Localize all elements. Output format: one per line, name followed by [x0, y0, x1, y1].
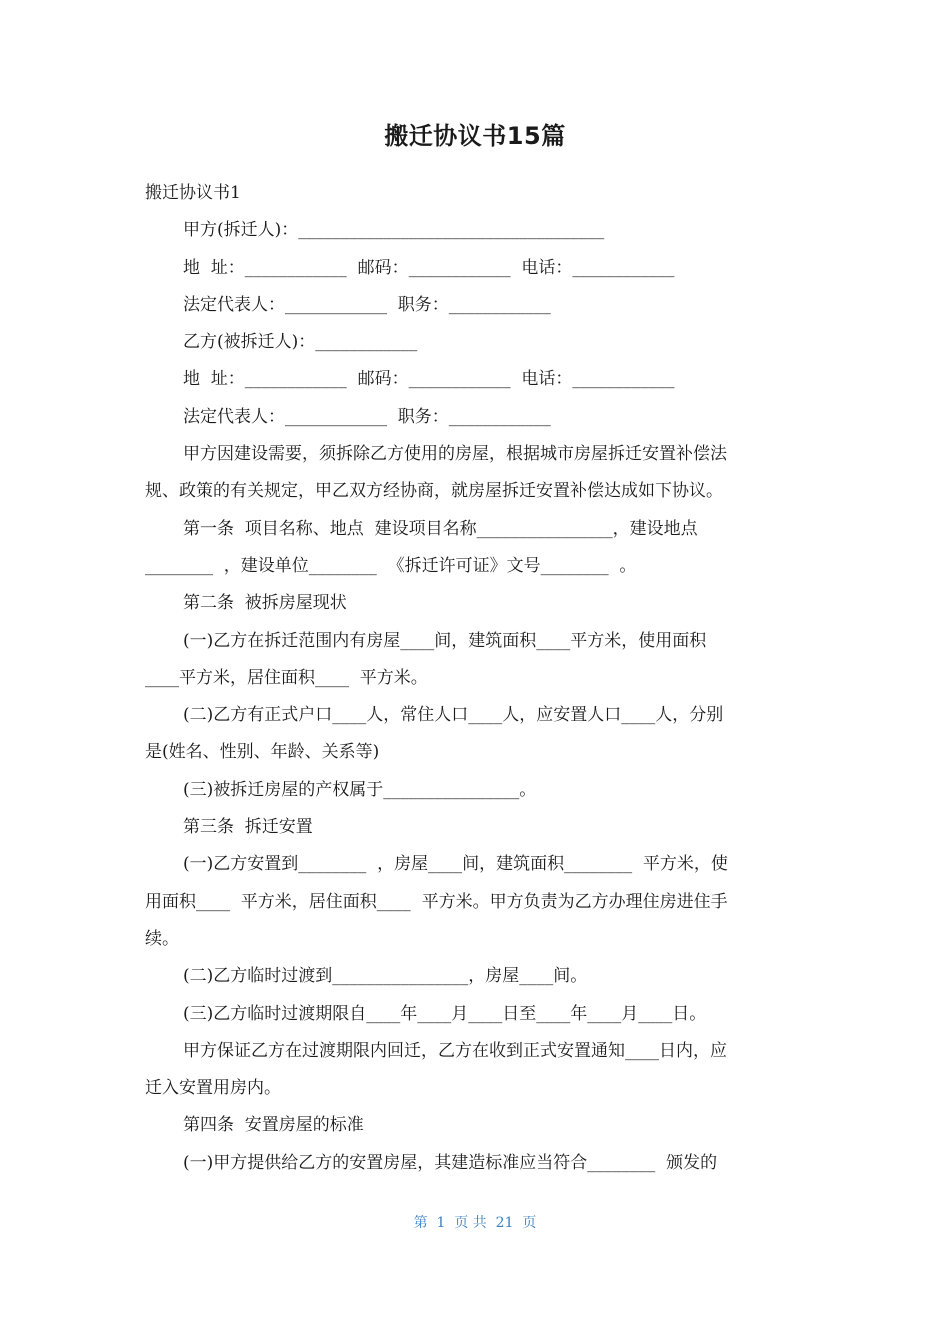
article-2-heading: 第二条 被拆房屋现状 [183, 593, 347, 614]
paragraph-line: (二)乙方有正式户口____人，常住人口____人，应安置人口____人，分别 [183, 705, 724, 726]
paragraph-line: 甲方保证乙方在过渡期限内回迁，乙方在收到正式安置通知____日内，应 [183, 1040, 727, 1061]
party-b-line: 乙方(被拆迁人)：____________ [183, 332, 418, 353]
section-heading: 搬迁协议书1 [145, 183, 241, 203]
paragraph-line: (三)被拆迁房屋的产权属于________________。 [183, 779, 537, 800]
paragraph-line: (三)乙方临时过渡期限自____年____月____日至____年____月____日。 [183, 1003, 707, 1024]
paragraph-line: (一)乙方安置到________ ，房屋____间，建筑面积________ 平方米，使 [183, 854, 728, 875]
article-3-heading: 第三条 拆迁安置 [183, 817, 313, 838]
paragraph-line: (一)乙方在拆迁范围内有房屋____间，建筑面积____平方米，使用面积 [183, 630, 707, 651]
party-a-line: 甲方(拆迁人)：____________________________________ [183, 220, 605, 241]
paragraph-line: 用面积____ 平方米，居住面积____ 平方米。甲方负责为乙方办理住房进住手 [145, 891, 728, 912]
paragraph-line: ________ ，建设单位________ 《拆迁许可证》文号________ 。 [145, 555, 637, 576]
document-body [145, 175, 797, 1182]
article-4-heading: 第四条 安置房屋的标准 [183, 1115, 364, 1136]
party-a-address-line: 地 址：____________ 邮码：____________ 电话：____________ [183, 257, 675, 278]
paragraph-line: ____平方米，居住面积____ 平方米。 [145, 667, 428, 688]
paragraph-line: (二)乙方临时过渡到________________，房屋____间。 [183, 966, 588, 987]
paragraph-line: 是(姓名、性别、年龄、关系等) [145, 742, 380, 763]
paragraph-line: 续。 [145, 928, 179, 949]
paragraph-line: 甲方因建设需要，须拆除乙方使用的房屋，根据城市房屋拆迁安置补偿法 [183, 444, 727, 465]
party-b-address-line: 地 址：____________ 邮码：____________ 电话：____________ [183, 369, 675, 390]
paragraph-line: 迁入安置用房内。 [145, 1078, 281, 1099]
document-title: 搬迁协议书15篇 [384, 122, 566, 150]
paragraph-line: 规、政策的有关规定，甲乙双方经协商，就房屋拆迁安置补偿达成如下协议。 [145, 481, 723, 502]
party-a-representative-line: 法定代表人：____________ 职务：____________ [183, 294, 551, 315]
page-footer: 第 1 页 共 21 页 [413, 1215, 537, 1231]
article-1-line: 第一条 项目名称、地点 建设项目名称________________，建设地点 [183, 518, 698, 539]
party-b-representative-line: 法定代表人：____________ 职务：____________ [183, 406, 551, 427]
paragraph-line: (一)甲方提供给乙方的安置房屋，其建造标准应当符合________ 颁发的 [183, 1152, 718, 1173]
